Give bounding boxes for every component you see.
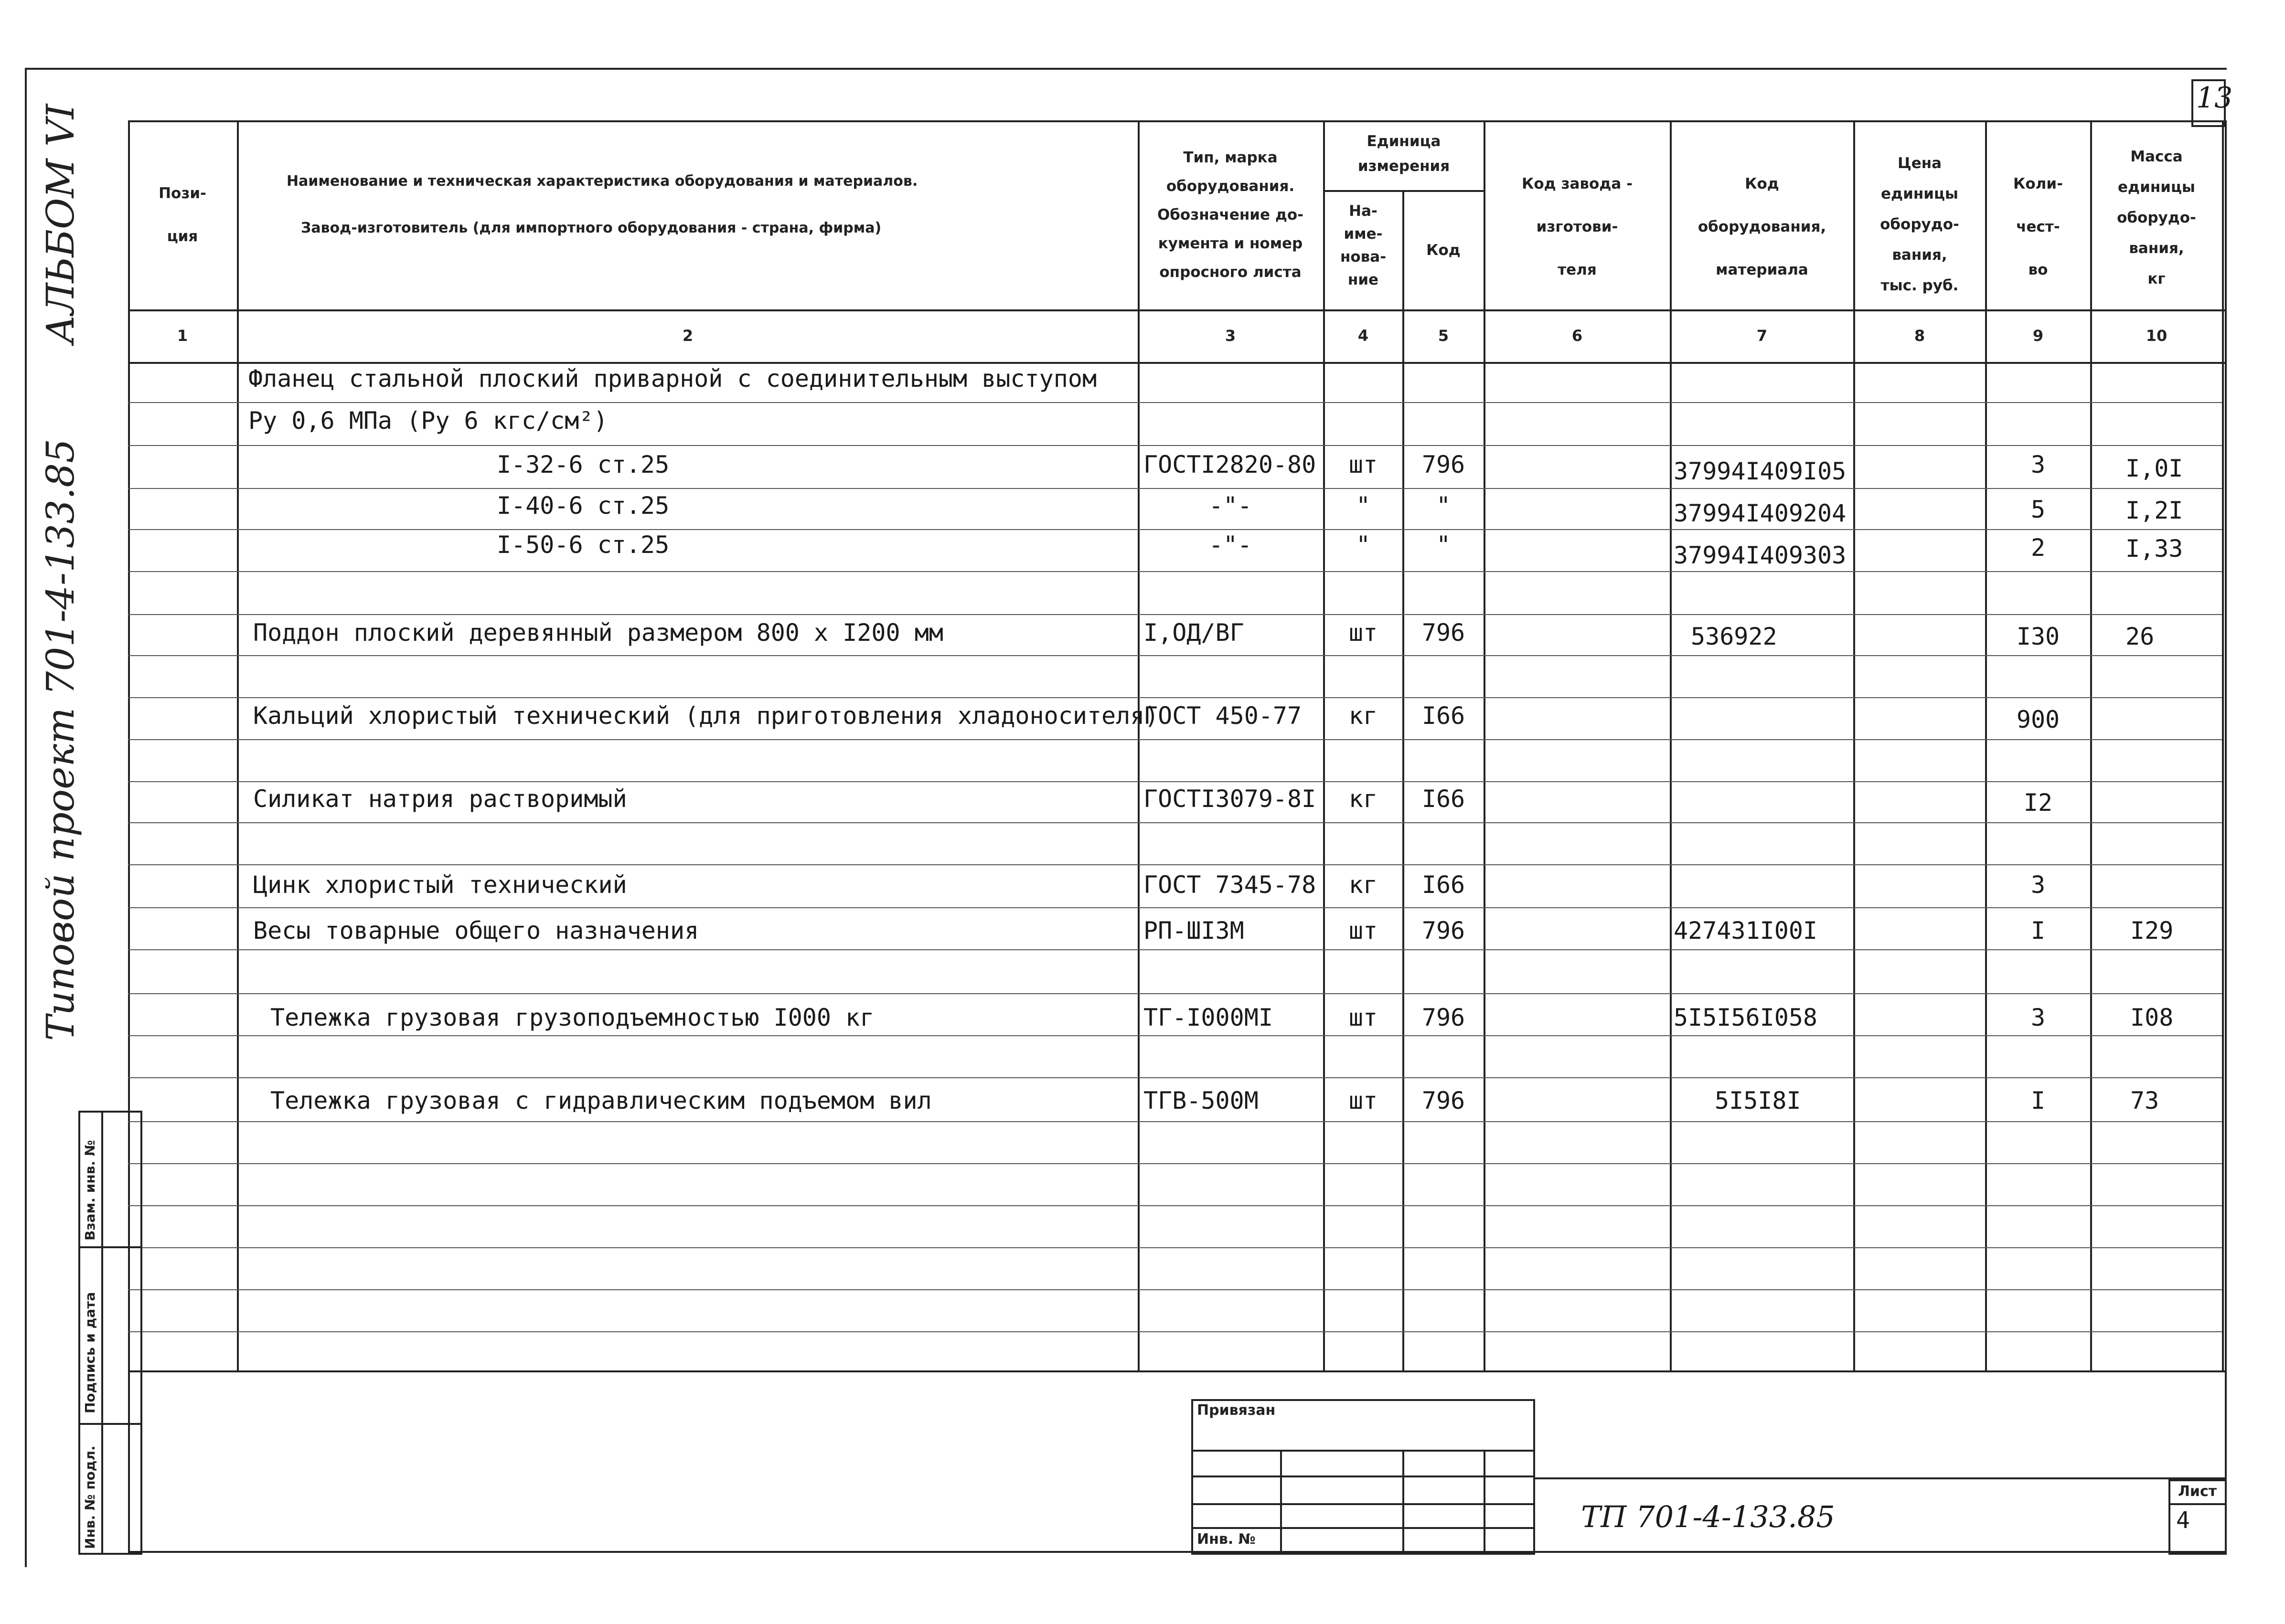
stamp-vline xyxy=(1280,1450,1282,1555)
row-code: 796 xyxy=(1421,917,1465,945)
col-divider-2 xyxy=(1138,120,1140,1371)
row-mass: 73 xyxy=(2130,1087,2159,1115)
row-type: ТГВ-500М xyxy=(1143,1087,1259,1115)
row-line xyxy=(128,1331,2222,1332)
colnum-7: 7 xyxy=(1756,327,1768,345)
header-price: Цена единицы оборудо- вания, тыс. руб. xyxy=(1880,155,1959,294)
row-equip-code: 37994I409303 xyxy=(1674,541,1847,569)
row-code: 796 xyxy=(1421,1004,1465,1031)
row-name: I-40-6 ст.25 xyxy=(497,492,670,520)
row-code: 796 xyxy=(1421,619,1465,647)
row-mass: I29 xyxy=(2130,917,2174,945)
row-unit: " xyxy=(1356,492,1371,520)
row-line xyxy=(128,949,2222,950)
row-line xyxy=(128,1077,2222,1078)
col-divider-1 xyxy=(237,120,239,1371)
row-line xyxy=(128,571,2222,572)
row-type: I,ОД/ВГ xyxy=(1143,619,1244,647)
side-label-podpis: Подпись и дата xyxy=(82,1292,98,1413)
row-line xyxy=(128,697,2222,698)
row-equip-code: 37994I409I05 xyxy=(1674,457,1847,485)
side-label-vzam: Взам. инв. № xyxy=(82,1140,98,1241)
row-unit: " xyxy=(1356,531,1371,559)
row-qty: 900 xyxy=(2016,706,2060,733)
row-type: ГОСТ 7345-78 xyxy=(1143,871,1316,899)
colnum-3: 3 xyxy=(1225,327,1236,345)
row-name: Силикат натрия растворимый xyxy=(253,785,627,813)
list-box-divider xyxy=(2168,1503,2227,1505)
top-sheet-number: 13 xyxy=(2196,81,2233,115)
row-line xyxy=(128,993,2222,994)
row-type: РП-ШI3М xyxy=(1143,917,1244,945)
outer-border-left xyxy=(25,68,27,1567)
header-unit: Единица измерения xyxy=(1357,133,1450,175)
row-code: " xyxy=(1436,492,1451,520)
row-unit: шт xyxy=(1348,451,1378,478)
col-divider-4 xyxy=(1402,190,1404,1371)
row-name: Фланец стальной плоский приварной с соединительным выступом xyxy=(248,365,1097,393)
header-name-line1: Наименование и техническая характеристика оборудования и материалов. xyxy=(287,173,918,190)
colnum-9: 9 xyxy=(2032,327,2044,345)
row-unit: шт xyxy=(1348,1004,1378,1031)
row-line xyxy=(128,488,2222,489)
row-code: 796 xyxy=(1421,1087,1465,1115)
row-name: Кальций хлористый технический (для приготовления хладоносителя) xyxy=(253,702,1159,730)
stamp-privyazan-label: Привязан xyxy=(1197,1402,1276,1419)
row-line xyxy=(128,822,2222,823)
table-body-bottom xyxy=(128,1370,2227,1372)
row-name: Поддон плоский деревянный размером 800 x I200 мм xyxy=(253,619,943,647)
header-quantity: Коли- чест- во xyxy=(2013,175,2063,278)
colnum-5: 5 xyxy=(1438,327,1449,345)
side-stamp-divider xyxy=(101,1111,103,1555)
row-mass: I,33 xyxy=(2125,535,2183,563)
colnum-4: 4 xyxy=(1357,327,1369,345)
row-type: -"- xyxy=(1208,531,1252,559)
row-line xyxy=(128,739,2222,740)
col-divider-6 xyxy=(1670,120,1672,1371)
header-position: Пози- ция xyxy=(159,185,206,245)
row-line xyxy=(128,864,2222,865)
col-divider-8 xyxy=(1985,120,1987,1371)
row-code: " xyxy=(1436,531,1451,559)
row-type: ГОСТ 450-77 xyxy=(1143,702,1302,730)
colnum-6: 6 xyxy=(1571,327,1583,345)
side-label-inv: Инв. № подл. xyxy=(82,1445,98,1549)
album-margin-note: АЛЬБОМ VI xyxy=(38,104,83,344)
row-type: ТГ-I000МI xyxy=(1143,1004,1273,1031)
side-stamp-row-line xyxy=(78,1423,142,1425)
row-qty: 3 xyxy=(2030,451,2046,478)
row-unit: кг xyxy=(1348,702,1378,730)
row-equip-code: 536922 xyxy=(1691,623,1777,650)
row-line xyxy=(128,445,2222,446)
row-line xyxy=(128,907,2222,908)
row-name: Ру 0,6 МПа (Ру 6 кгс/см²) xyxy=(248,407,608,435)
header-unit-code: Код xyxy=(1426,242,1461,259)
row-line xyxy=(128,614,2222,615)
row-name: I-32-6 ст.25 xyxy=(497,451,670,478)
project-margin-note: Типовой проект 701-4-133.85 xyxy=(38,438,83,1041)
row-qty: I2 xyxy=(2023,789,2053,817)
row-mass: I08 xyxy=(2130,1004,2174,1031)
row-line xyxy=(128,1121,2222,1122)
side-stamp-row-line xyxy=(78,1246,142,1248)
row-equip-code: 5I5I56I058 xyxy=(1674,1004,1818,1031)
stamp-vline xyxy=(1402,1450,1404,1555)
colnum-1: 1 xyxy=(177,327,188,345)
colnum-10: 10 xyxy=(2146,327,2168,345)
col-divider-5 xyxy=(1484,120,1485,1371)
header-mass: Масса единицы оборудо- вания, кг xyxy=(2117,148,2196,287)
row-qty: 2 xyxy=(2030,534,2046,562)
row-qty: 3 xyxy=(2030,1004,2046,1031)
col-divider-10 xyxy=(2222,120,2224,1371)
row-type: ГОСТI2820-80 xyxy=(1143,451,1316,478)
document-code: ТП 701-4-133.85 xyxy=(1581,1499,1835,1534)
row-name: Тележка грузовая с гидравлическим подъемом вил xyxy=(270,1087,932,1115)
row-qty: I xyxy=(2030,917,2046,945)
row-qty: 3 xyxy=(2030,871,2046,899)
row-code: I66 xyxy=(1421,871,1465,899)
doc-code-line xyxy=(1535,1477,2226,1479)
row-equip-code: 37994I409204 xyxy=(1674,499,1847,527)
row-line xyxy=(128,1205,2222,1206)
row-code: 796 xyxy=(1421,451,1465,478)
row-unit: шт xyxy=(1348,1087,1378,1115)
row-unit: шт xyxy=(1348,917,1378,945)
row-qty: I xyxy=(2030,1087,2046,1115)
row-code: I66 xyxy=(1421,785,1465,813)
header-factory-code: Код завода - изготови- теля xyxy=(1522,175,1633,278)
header-type: Тип, марка оборудования. Обозначение до- кумента и номер опросного листа xyxy=(1157,149,1304,281)
row-line xyxy=(128,1035,2222,1036)
colnum-2: 2 xyxy=(682,327,694,345)
header-name-line2: Завод-изготовитель (для импортного оборудования - страна, фирма) xyxy=(301,220,882,236)
row-name: I-50-6 ст.25 xyxy=(497,531,670,559)
row-mass: I,0I xyxy=(2125,455,2183,482)
stamp-vline xyxy=(1484,1450,1485,1555)
row-mass: I,2I xyxy=(2125,497,2183,524)
row-line xyxy=(128,1247,2222,1248)
row-mass: 26 xyxy=(2125,623,2155,650)
list-number: 4 xyxy=(2176,1507,2190,1534)
row-unit: шт xyxy=(1348,619,1378,647)
header-bottom-line xyxy=(128,309,2227,311)
row-unit: кг xyxy=(1348,785,1378,813)
colnum-8: 8 xyxy=(1914,327,1925,345)
row-line xyxy=(128,1163,2222,1164)
row-name: Весы товарные общего назначения xyxy=(253,917,699,945)
row-equip-code: 5I5I8I xyxy=(1715,1087,1801,1115)
row-type: ГОСТI3079-8I xyxy=(1143,785,1316,813)
row-qty: 5 xyxy=(2030,496,2046,523)
colnum-bottom-line xyxy=(128,362,2227,364)
row-line xyxy=(128,1289,2222,1290)
row-line xyxy=(128,655,2222,656)
row-type: -"- xyxy=(1208,492,1252,520)
row-qty: I30 xyxy=(2016,623,2060,650)
row-line xyxy=(128,402,2222,403)
row-code: I66 xyxy=(1421,702,1465,730)
header-equip-code: Код оборудования, материала xyxy=(1698,175,1826,278)
col-divider-9 xyxy=(2090,120,2092,1371)
row-line xyxy=(128,529,2222,530)
col-divider-7 xyxy=(1853,120,1855,1371)
row-name: Тележка грузовая грузоподъемностью I000 кг xyxy=(270,1004,875,1031)
col-divider-3 xyxy=(1323,120,1325,1371)
header-unit-name: На- име- нова- ние xyxy=(1340,202,1387,288)
list-label: Лист xyxy=(2178,1483,2217,1500)
row-equip-code: 427431I00I xyxy=(1674,917,1818,945)
row-line xyxy=(128,781,2222,782)
stamp-inv-label: Инв. № xyxy=(1197,1531,1256,1548)
row-unit: кг xyxy=(1348,871,1378,899)
outer-border-top xyxy=(25,68,2227,70)
row-name: Цинк хлористый технический xyxy=(253,871,627,899)
